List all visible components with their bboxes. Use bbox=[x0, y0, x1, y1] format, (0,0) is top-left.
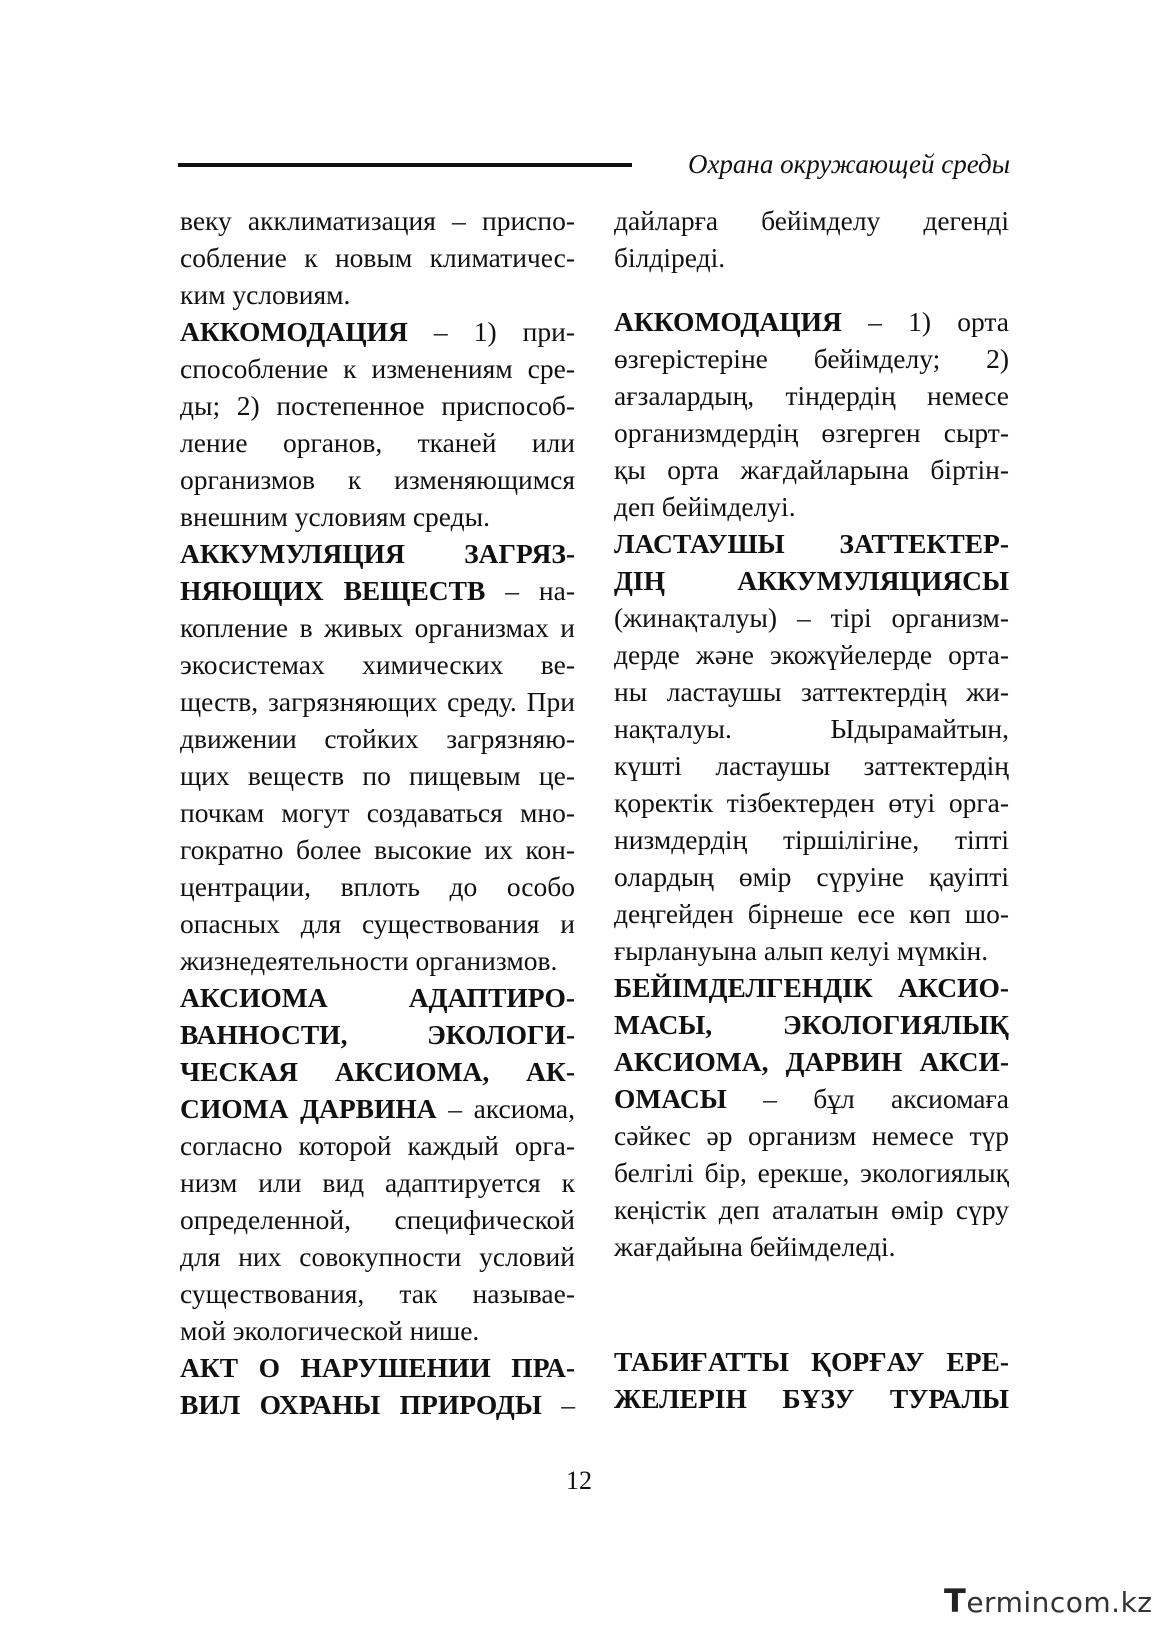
left-column bbox=[180, 202, 575, 1423]
text-line: дайларға бейімделу дегенді bbox=[614, 205, 1009, 236]
term-heading: БЕЙІМДЕЛГЕНДІК АКСИО- bbox=[614, 972, 1009, 1003]
text-line: щих веществ по пищевым це- bbox=[180, 760, 575, 791]
text-line: қоректік тізбектерден өтуі орга- bbox=[614, 787, 1009, 818]
text-line: способление к изменениям сре- bbox=[180, 353, 575, 384]
text-line: деңгейден бірнеше есе көп шо- bbox=[614, 898, 1009, 929]
text-line: почкам могут создаваться мно- bbox=[180, 797, 575, 828]
page-number: 12 bbox=[566, 1466, 592, 1495]
text-line: сәйкес әр организм немесе түр bbox=[614, 1120, 1009, 1151]
text-line: күшті ластаушы заттектердің bbox=[614, 750, 1009, 781]
text-line: ление органов, тканей или bbox=[180, 427, 575, 458]
text-line: ды; 2) постепенное приспособ- bbox=[180, 390, 575, 421]
term-heading: ВИЛ ОХРАНЫ ПРИРОДЫ bbox=[180, 1389, 542, 1420]
spacer bbox=[614, 276, 1009, 303]
text-line: білдіреді. bbox=[614, 242, 726, 273]
text-line: собление к новым климатичес- bbox=[180, 242, 575, 273]
term-heading: АККОМОДАЦИЯ bbox=[180, 316, 408, 347]
text-line: согласно которой каждый орга- bbox=[180, 1130, 575, 1161]
text-line: мой экологической нише. bbox=[180, 1315, 480, 1346]
term-heading: АКСИОМА, ДАРВИН АКСИ- bbox=[614, 1046, 1009, 1077]
term-heading: ЧЕСКАЯ АКСИОМА, АК- bbox=[180, 1056, 575, 1087]
text-line: веку акклиматизация – приспо- bbox=[180, 205, 575, 236]
text-line: нақталуы. Ыдырамайтын, bbox=[614, 713, 1009, 744]
text-line: центрации, вплоть до особо bbox=[180, 871, 575, 902]
watermark-logo bbox=[944, 1582, 1153, 1620]
text-line: определенной, специфической bbox=[180, 1204, 575, 1235]
text-line: жизнедеятельности организмов. bbox=[180, 945, 558, 976]
text-line: деп бейімделуі. bbox=[614, 491, 796, 522]
entry-akkomodatsiya-ru: АККОМОДАЦИЯ – 1) при- bbox=[180, 316, 575, 347]
term-heading: АККУМУЛЯЦИЯ ЗАГРЯЗ- bbox=[180, 538, 575, 569]
term-heading: ОМАСЫ bbox=[614, 1083, 727, 1114]
spacer bbox=[614, 1265, 1009, 1343]
text-line: внешним условиям среды. bbox=[180, 501, 490, 532]
text-line: экосистемах химических ве- bbox=[180, 649, 575, 680]
right-column bbox=[614, 202, 1009, 1417]
term-heading: МАСЫ, ЭКОЛОГИЯЛЫҚ bbox=[614, 1009, 1009, 1040]
text-line: ким условиям. bbox=[180, 279, 351, 310]
text-line: организмов к изменяющимся bbox=[180, 464, 575, 495]
text-line: опасных для существования и bbox=[180, 908, 575, 939]
text-line: низм или вид адаптируется к bbox=[180, 1167, 575, 1198]
header-rule bbox=[178, 163, 632, 167]
term-heading: АКТ О НАРУШЕНИИ ПРА- bbox=[180, 1352, 575, 1383]
text-line: гократно более высокие их кон- bbox=[180, 834, 575, 865]
term-heading: ТАБИҒАТТЫ ҚОРҒАУ ЕРЕ- bbox=[614, 1346, 1009, 1377]
term-heading: ЛАСТАУШЫ ЗАТТЕКТЕР- bbox=[614, 528, 1009, 559]
text-line: (жинақталуы) – тірі организм- bbox=[614, 602, 1009, 633]
term-heading: ВАННОСТИ, ЭКОЛОГИ- bbox=[180, 1019, 575, 1050]
text-line: организмдердің өзгерген сырт- bbox=[614, 417, 1009, 448]
term-heading: НЯЮЩИХ ВЕЩЕСТВ bbox=[180, 575, 486, 606]
text-line: жағдайына бейімделеді. bbox=[614, 1231, 896, 1262]
text-line: дерде және экожүйелерде орта- bbox=[614, 639, 1009, 670]
text-line: существования, так называе- bbox=[180, 1278, 575, 1309]
text-line: ағзалардың, тіндердің немесе bbox=[614, 380, 1009, 411]
term-heading: СИОМА ДАРВИНА bbox=[180, 1093, 437, 1124]
text-line: қы орта жағдайларына біртін- bbox=[614, 454, 1009, 485]
watermark-t: T bbox=[944, 1582, 967, 1620]
running-title: Охрана окружающей среды bbox=[687, 149, 1010, 179]
text-line: движении стойких загрязняю- bbox=[180, 723, 575, 754]
text-line: кеңістік деп аталатын өмір сүру bbox=[614, 1194, 1009, 1225]
text-line: для них совокупности условий bbox=[180, 1241, 575, 1272]
entry-akkumulyatsiya-ru: НЯЮЩИХ ВЕЩЕСТВ – на- bbox=[180, 575, 575, 606]
text-line: белгілі бір, ерекше, экологиялық bbox=[614, 1157, 1009, 1188]
text-line: олардың өмір сүруіне қауіпті bbox=[614, 861, 1009, 892]
entry-akkomodatsiya-kk: АККОМОДАЦИЯ – 1) орта bbox=[614, 306, 1009, 337]
entry-aksioma-ru: СИОМА ДАРВИНА – аксиома, bbox=[180, 1093, 575, 1124]
text-line: өзгерістеріне бейімделу; 2) bbox=[614, 343, 1009, 374]
text-line: низмдердің тіршілігіне, тіпті bbox=[614, 824, 1009, 855]
text-line: ғырлануына алып келуі мүмкін. bbox=[614, 935, 989, 966]
term-heading: ДІҢ АККУМУЛЯЦИЯСЫ bbox=[614, 565, 1009, 596]
term-heading: АККОМОДАЦИЯ bbox=[614, 306, 842, 337]
term-heading: ЖЕЛЕРІН БҰЗУ ТУРАЛЫ bbox=[614, 1383, 1009, 1414]
watermark-text: ermincom.kz bbox=[966, 1586, 1153, 1619]
entry-akt-ru: ВИЛ ОХРАНЫ ПРИРОДЫ – bbox=[180, 1389, 575, 1420]
text-line: копление в живых организмах и bbox=[180, 612, 575, 643]
term-heading: АКСИОМА АДАПТИРО- bbox=[180, 982, 575, 1013]
text-line: ны ластаушы заттектердің жи- bbox=[614, 676, 1009, 707]
text-line: ществ, загрязняющих среду. При bbox=[180, 686, 575, 717]
entry-aksioma-kk: ОМАСЫ – бұл аксиомаға bbox=[614, 1083, 1009, 1114]
